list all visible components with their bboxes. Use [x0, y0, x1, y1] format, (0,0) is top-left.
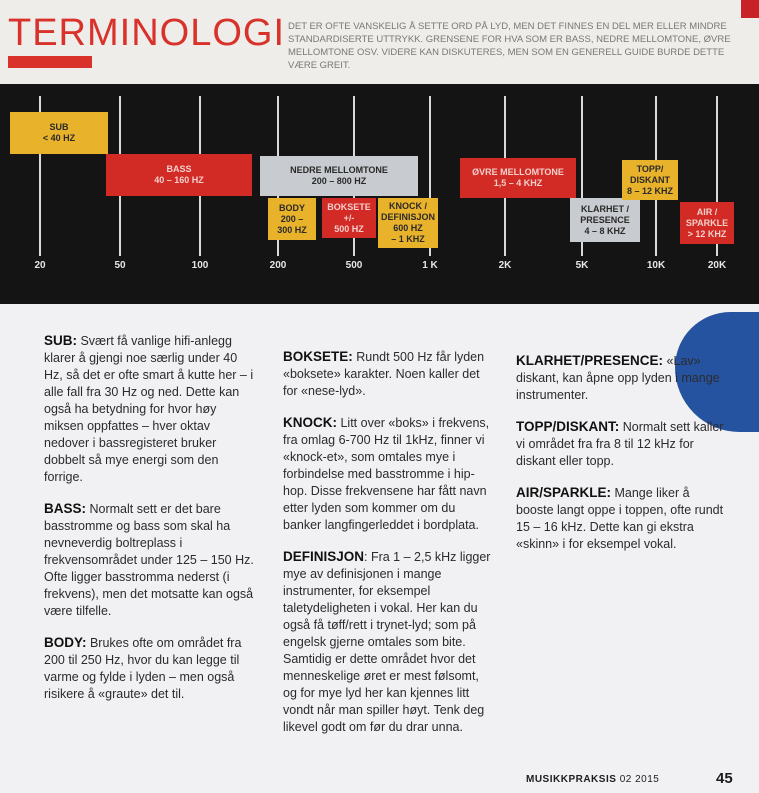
text-air: Mange liker å booste langt oppe i toppen, ofte rundt 15 – 16 kHz. Dette kan gi ekstra «skinn» i for eksempel vokal.	[516, 486, 724, 551]
term-definisjon: DEFINISJON	[283, 549, 365, 564]
term-topp: TOPP/DISKANT:	[516, 419, 620, 434]
band-0: SUB < 40 HZ	[10, 112, 108, 154]
tick-label: 200	[269, 260, 287, 271]
text-definisjon: : Fra 1 – 2,5 kHz ligger mye av definisjonen i mange instrumenter, for eksempel taletydeligheten i vokal. Her kan du også få tøff/rett i trynet-lyd; som på engelsk gjerne omtales som bite. Samtidig er dette området hvor det menneskelige øret er mest følsomt, og for mye lyd her kan kjennes litt vondt når man spiller høyt. Tenk deg likevel godt om før du drar unna.	[283, 550, 491, 734]
tick-label: 500	[345, 260, 363, 271]
issue: 02 2015	[619, 774, 660, 785]
tick-label: 50	[114, 260, 126, 271]
section-topp	[516, 418, 730, 470]
section-knock	[283, 414, 493, 534]
band-6: ØVRE MELLOMTONE 1,5 – 4 KHZ	[460, 158, 576, 198]
section-klarhet	[516, 352, 730, 404]
tick-label: 100	[191, 260, 209, 271]
section-air	[516, 484, 730, 553]
column-2	[283, 348, 493, 750]
text-body: Brukes ofte om området fra 200 til 250 Hz, hvor du kan legge til varme og fylde i lyden – men også risikere å «graute» det til.	[44, 636, 242, 701]
section-body	[44, 634, 256, 703]
band-9: AIR / SPARKLE > 12 KHZ	[680, 202, 734, 244]
article-body	[0, 304, 759, 793]
title-underline	[8, 56, 92, 68]
band-1: BASS 40 – 160 HZ	[106, 154, 252, 196]
term-air: AIR/SPARKLE:	[516, 485, 612, 500]
tick-label: 2K	[498, 260, 512, 271]
band-5: KNOCK / DEFINISJON 600 HZ – 1 KHZ	[378, 198, 438, 248]
tick-label: 10K	[646, 260, 666, 271]
text-sub: Svært få vanlige hifi-anlegg klarer å gjengi noe særlig under 40 Hz, så det er ofte smart å kutte her – i alle fall fra 30 Hz og ned. Dette kan også ha betydning for hvor høy miksen oppfattes – hver oktav nedover i bassregisteret bruker dobbelt så mye energi som den forrige.	[44, 334, 254, 484]
page-number: 45	[716, 770, 733, 787]
text-boksete: Rundt 500 Hz får lyden «boksete» karakter. Noen kaller det for «nese-lyd».	[283, 350, 485, 398]
column-1	[44, 332, 256, 717]
band-7: KLARHET / PRESENCE 4 – 8 KHZ	[570, 198, 640, 242]
text-knock: Litt over «boks» i frekvens, fra omlag 6-700 Hz til 1kHz, finner vi «knock-et», som omtales mye i forbindelse med basstromme i hip-hop. Disse frekvensene har fått navn etter lyden som kommer om du banker langfingerleddet i bordplata.	[283, 416, 490, 532]
section-sub	[44, 332, 256, 486]
column-3	[516, 352, 730, 567]
text-bass: Normalt sett er det bare basstromme og bass som skal ha nevneverdig boltreplass i frekvensområdet under 125 – 150 Hz. Ofte ligger basstromma nederst (i frekvens), men det motsatte kan også være tilfelle.	[44, 502, 254, 618]
tick-label: 5K	[575, 260, 589, 271]
footer	[526, 774, 659, 785]
tick-label: 1 K	[422, 260, 438, 271]
term-sub: SUB:	[44, 333, 77, 348]
tick-label: 20K	[707, 260, 727, 271]
section-boksete	[283, 348, 493, 400]
term-boksete: BOKSETE:	[283, 349, 353, 364]
page-title: TERMINOLOGI	[8, 12, 286, 54]
magazine-name: MUSIKKPRAKSIS	[526, 774, 617, 785]
frequency-chart	[0, 84, 759, 304]
band-8: TOPP/ DISKANT 8 – 12 KHZ	[622, 160, 678, 200]
term-body: BODY:	[44, 635, 87, 650]
intro-text: DET ER OFTE VANSKELIG Å SETTE ORD PÅ LYD, MEN DET FINNES EN DEL MER ELLER MINDRE STANDARDISERTE UTTRYKK. GRENSENE FOR HVA SOM ER BASS, NEDRE MELLOMTONE, ØVRE MELLOMTONE OSV. VIDERE KAN DISKUTERES, MEN SOM EN GENERELL GUIDE BURDE DETTE VÆRE GREIT.	[288, 21, 731, 71]
tick-label: 20	[34, 260, 46, 271]
section-bass	[44, 500, 256, 620]
term-bass: BASS:	[44, 501, 87, 516]
band-2: NEDRE MELLOMTONE 200 – 800 HZ	[260, 156, 418, 196]
band-3: BODY 200 – 300 HZ	[268, 198, 316, 240]
band-4: BOKSETE +/- 500 HZ	[322, 198, 376, 238]
term-knock: KNOCK:	[283, 415, 337, 430]
text-klarhet: «Lav» diskant, kan åpne opp lyden i mange instrumenter.	[516, 354, 720, 402]
page-header	[0, 0, 759, 84]
text-topp: Normalt sett kaller vi området fra fra 8 til 12 kHz for diskant eller topp.	[516, 420, 724, 468]
term-klarhet: KLARHET/PRESENCE:	[516, 353, 664, 368]
corner-mark	[741, 0, 759, 18]
section-definisjon	[283, 548, 493, 736]
